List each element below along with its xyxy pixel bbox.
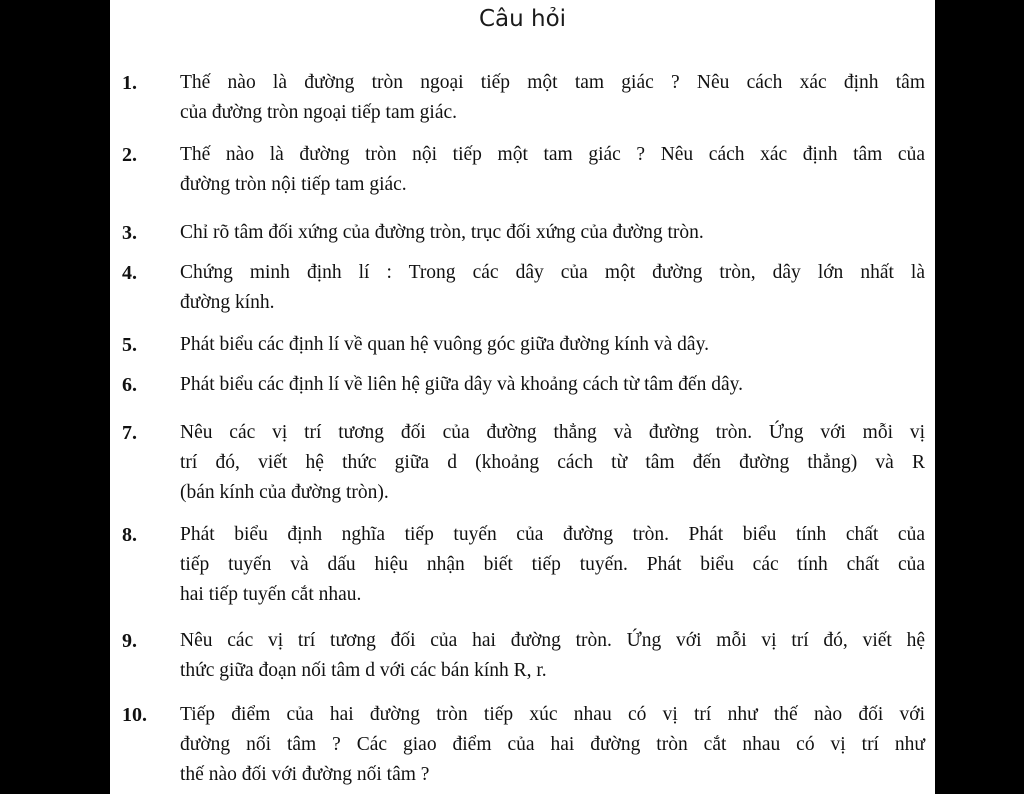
question-text-line: Tiếp điểm của hai đường tròn tiếp xúc nhau có vị trí như thế nào đối với: [180, 704, 925, 725]
question-text-line: Nêu các vị trí tương đối của hai đường tròn. Ứng với mỗi vị trí đó, viết hệ: [180, 630, 925, 651]
question-text-line: Phát biểu các định lí về liên hệ giữa dây và khoảng cách từ tâm đến dây.: [180, 374, 743, 395]
question-text: [180, 218, 925, 248]
question-text-line: đường tròn nội tiếp tam giác.: [180, 174, 407, 195]
question-text-line: Chứng minh định lí : Trong các dây của một đường tròn, dây lớn nhất là: [180, 262, 925, 283]
question-number: 4.: [122, 262, 137, 284]
question-number: 2.: [122, 144, 137, 166]
question-text: [180, 700, 925, 790]
question-text: [180, 140, 925, 200]
question-text-line: của đường tròn ngoại tiếp tam giác.: [180, 102, 458, 123]
question-text: [180, 258, 925, 318]
question-text-line: hai tiếp tuyến cắt nhau.: [180, 584, 362, 605]
page-title: Câu hỏi: [478, 6, 567, 32]
question-text-line: Phát biểu các định lí về quan hệ vuông góc giữa đường kính và dây.: [180, 334, 709, 355]
question-text-line: Phát biểu định nghĩa tiếp tuyến của đường tròn. Phát biểu tính chất của: [180, 524, 925, 545]
question-number: 6.: [122, 374, 137, 396]
question-text-line: đường nối tâm ? Các giao điểm của hai đường tròn cắt nhau có vị trí như: [180, 734, 925, 755]
question-text-line: Chỉ rõ tâm đối xứng của đường tròn, trục đối xứng của đường tròn.: [180, 222, 704, 243]
question-text: [180, 520, 925, 610]
question-text-line: (bán kính của đường tròn).: [180, 482, 389, 503]
document-page: [110, 0, 935, 794]
question-number: 7.: [122, 422, 137, 444]
question-number: 1.: [122, 72, 137, 94]
question-number: 8.: [122, 524, 137, 546]
question-text-line: thức giữa đoạn nối tâm d với các bán kính R, r.: [180, 660, 547, 681]
question-text-line: Nêu các vị trí tương đối của đường thẳng và đường tròn. Ứng với mỗi vị: [180, 422, 925, 443]
question-text-line: Thế nào là đường tròn ngoại tiếp một tam giác ? Nêu cách xác định tâm: [180, 72, 925, 93]
question-number: 9.: [122, 630, 137, 652]
question-text-line: Thế nào là đường tròn nội tiếp một tam giác ? Nêu cách xác định tâm của: [180, 144, 925, 165]
question-number: 5.: [122, 334, 137, 356]
question-text: [180, 370, 925, 400]
question-text-line: thế nào đối với đường nối tâm ?: [180, 764, 430, 785]
question-text: [180, 418, 925, 508]
question-text-line: tiếp tuyến và dấu hiệu nhận biết tiếp tuyến. Phát biểu các tính chất của: [180, 554, 925, 575]
question-number: 3.: [122, 222, 137, 244]
question-text-line: trí đó, viết hệ thức giữa d (khoảng cách từ tâm đến đường thẳng) và R: [180, 452, 925, 473]
question-text: [180, 68, 925, 128]
question-text-line: đường kính.: [180, 292, 275, 313]
question-number: 10.: [122, 704, 147, 726]
question-text: [180, 330, 925, 360]
question-text: [180, 626, 925, 686]
